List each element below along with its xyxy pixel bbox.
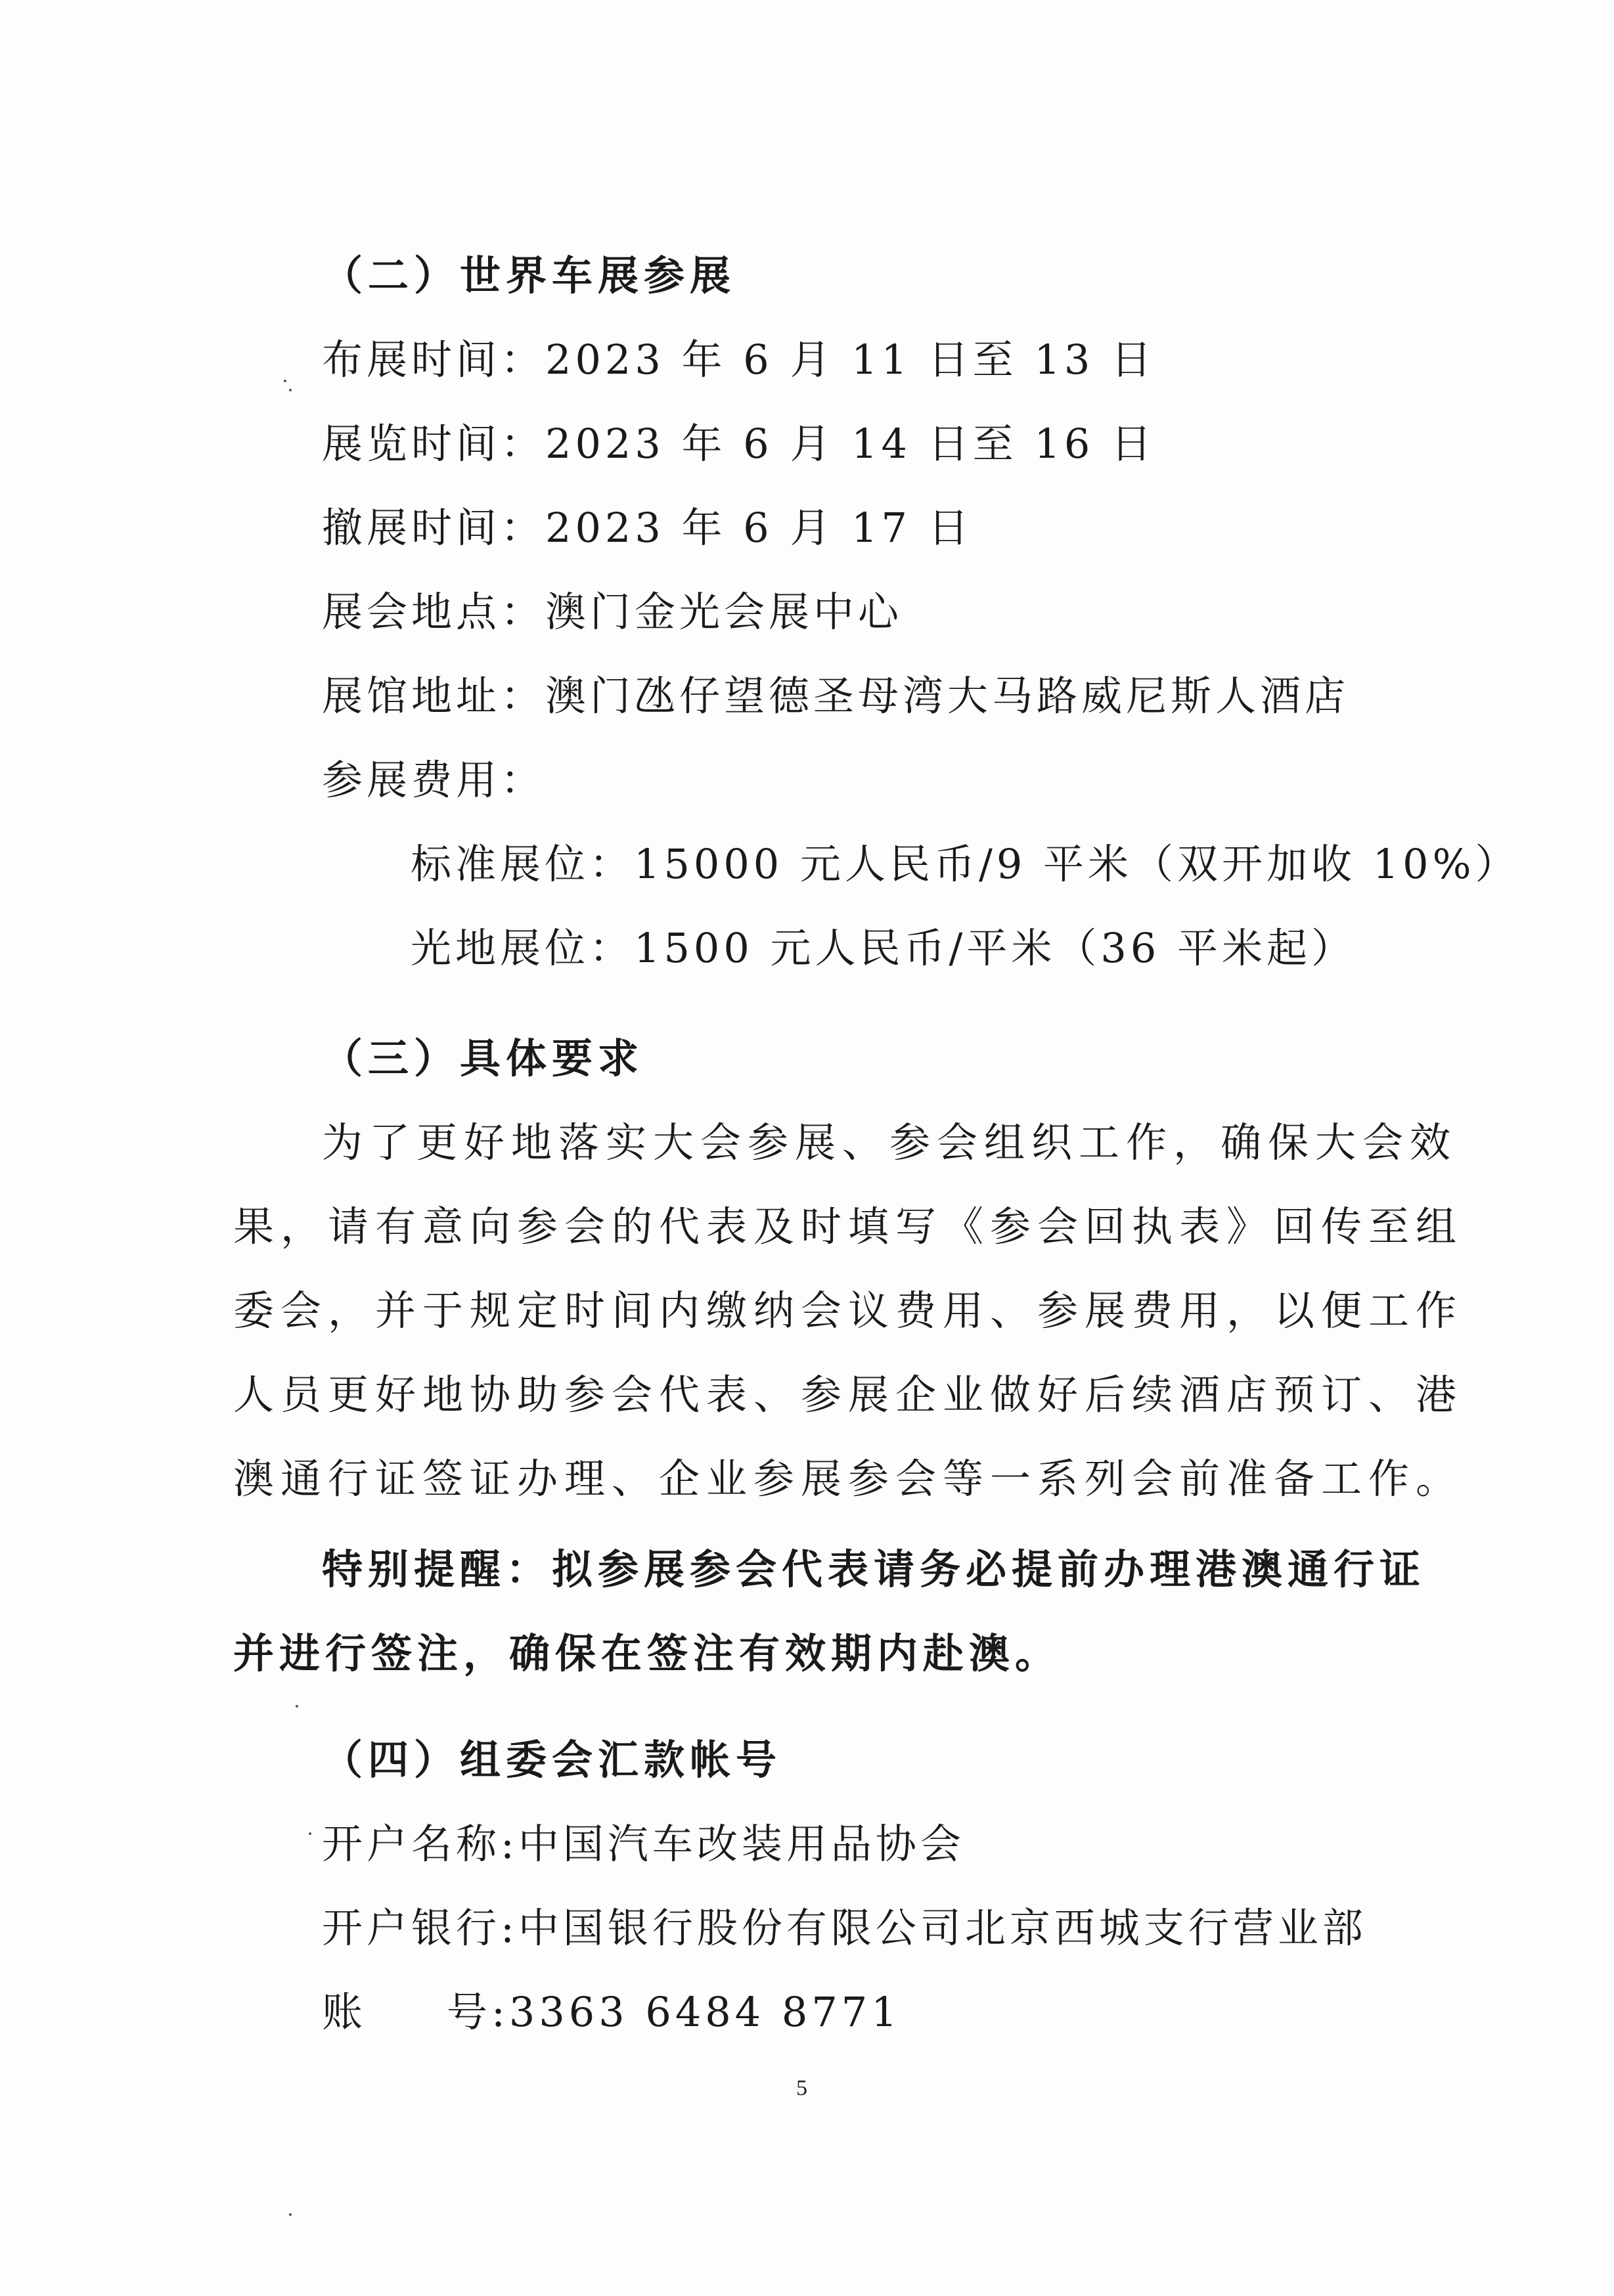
venue: 展会地点：澳门金光会展中心 [322, 588, 903, 636]
raw-space-booth-fee: 光地展位：1500 元人民币/平米（36 平米起） [411, 924, 1356, 972]
section-4-heading: （四）组委会汇款帐号 [322, 1736, 782, 1784]
paragraph-line-1: 为了更好地落实大会参展、参会组织工作，确保大会效 [322, 1118, 1458, 1166]
fee-label: 参展费用： [322, 756, 546, 804]
venue-address: 展馆地址：澳门氹仔望德圣母湾大马路威尼斯人酒店 [322, 672, 1350, 720]
special-reminder-line-1: 特别提醒：拟参展参会代表请务必提前办理港澳通行证 [322, 1545, 1426, 1593]
section-3-heading: （三）具体要求 [322, 1034, 644, 1082]
page-number: 5 [796, 2076, 807, 2100]
account-number: 号:3363 6484 8771 [447, 1988, 901, 2036]
paragraph-line-4: 人员更好地协助参会代表、参展企业做好后续酒店预订、港 [233, 1371, 1464, 1419]
standard-booth-fee: 标准展位：15000 元人民币/9 平米（双开加收 10%） [411, 840, 1520, 888]
bank-name: 开户银行:中国银行股份有限公司北京西城支行营业部 [322, 1904, 1367, 1952]
scan-speck [284, 380, 286, 382]
account-name: 开户名称:中国汽车改装用品协会 [322, 1820, 965, 1868]
scan-speck [296, 1705, 298, 1708]
setup-time: 布展时间：2023 年 6 月 11 日至 13 日 [322, 336, 1155, 384]
paragraph-line-3: 委会，并于规定时间内缴纳会议费用、参展费用，以便工作 [233, 1287, 1464, 1335]
exhibition-time: 展览时间：2023 年 6 月 14 日至 16 日 [322, 420, 1155, 468]
special-reminder-line-2: 并进行签注，确保在签注有效期内赴澳。 [233, 1629, 1062, 1677]
account-label: 账 [322, 1988, 367, 2036]
paragraph-line-2: 果，请有意向参会的代表及时填写《参会回执表》回传至组 [233, 1203, 1464, 1250]
scan-speck [289, 2213, 292, 2216]
paragraph-line-5: 澳通行证签证办理、企业参展参会等一系列会前准备工作。 [233, 1455, 1464, 1503]
scan-speck [309, 1832, 311, 1835]
section-2-heading: （二）世界车展参展 [322, 252, 736, 299]
scan-speck [289, 389, 292, 391]
teardown-time: 撤展时间：2023 年 6 月 17 日 [322, 504, 973, 552]
